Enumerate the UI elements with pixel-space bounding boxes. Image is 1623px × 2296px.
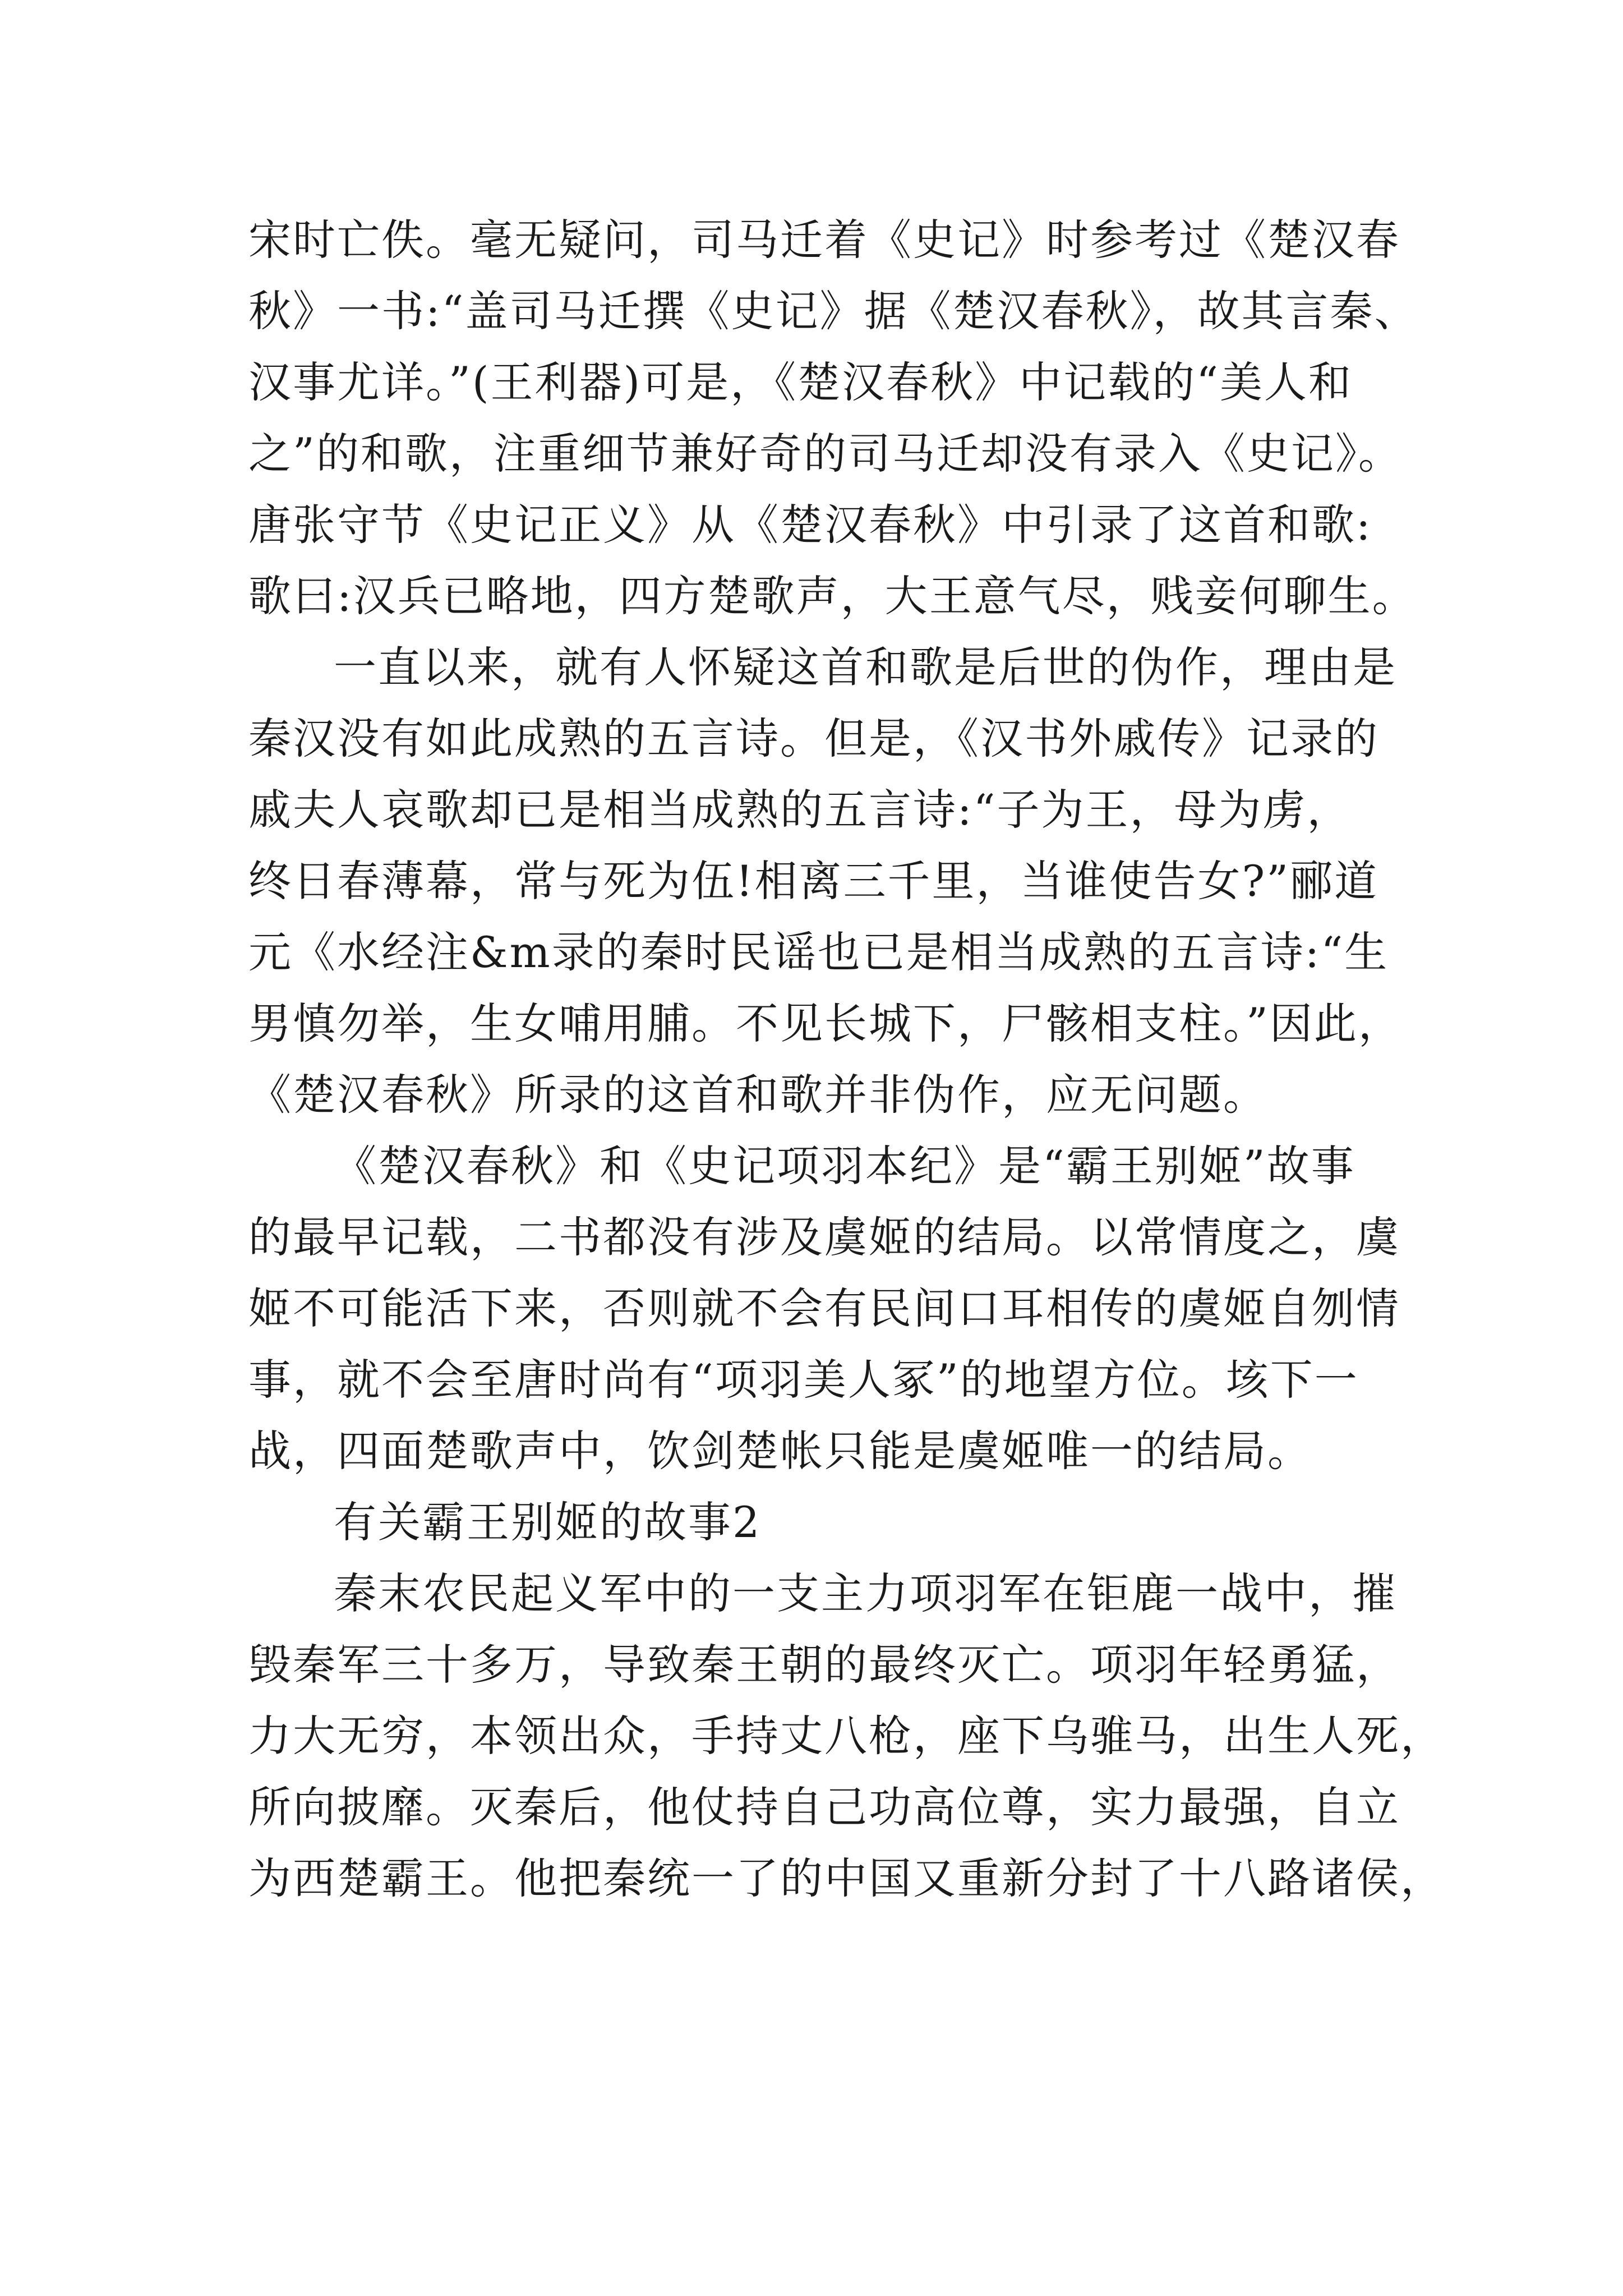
text-line: 力大无穷，本领出众，手持丈八枪，座下乌骓马，出生人死，	[248, 1711, 1445, 1761]
text-line: 唐张守节《史记正义》从《楚汉春秋》中引录了这首和歌:	[248, 500, 1372, 550]
text-line: 戚夫人哀歌却已是相当成熟的五言诗:“子为王，母为虏，	[248, 785, 1352, 835]
text-line: 宋时亡佚。毫无疑问，司马迁着《史记》时参考过《楚汉春	[248, 215, 1400, 265]
paragraph-first-line: 《楚汉春秋》和《史记项羽本纪》是“霸王别姬”故事	[334, 1141, 1355, 1191]
text-line: 汉事尤详。”(王利器)可是，《楚汉春秋》中记载的“美人和	[248, 357, 1353, 407]
text-line: 《楚汉春秋》所录的这首和歌并非伪作，应无问题。	[248, 1070, 1267, 1120]
paragraph-first-line: 秦末农民起义军中的一支主力项羽军在钜鹿一战中，摧	[334, 1568, 1397, 1618]
text-line: 战，四面楚歌声中，饮剑楚帐只能是虞姬唯一的结局。	[248, 1426, 1312, 1476]
text-line: 姬不可能活下来，否则就不会有民间口耳相传的虞姬自刎情	[248, 1283, 1400, 1333]
text-line: 的最早记载，二书都没有涉及虞姬的结局。以常情度之，虞	[248, 1212, 1400, 1262]
text-line: 元《水经注&m录的秦时民谣也已是相当成熟的五言诗:“生	[248, 927, 1389, 977]
body-text	[248, 215, 1482, 1929]
text-line: 秋》一书:“盖司马迁撰《史记》据《楚汉春秋》，故其言秦、	[248, 286, 1419, 336]
text-line: 所向披靡。灭秦后，他仗持自己功高位尊，实力最强，自立	[248, 1782, 1400, 1832]
text-line: 毁秦军三十多万，导致秦王朝的最终灭亡。项羽年轻勇猛，	[248, 1640, 1400, 1690]
text-line: 男慎勿举，生女哺用脯。不见长城下，尸骸相支柱。”因此，	[248, 999, 1403, 1048]
paragraph-first-line: 一直以来，就有人怀疑这首和歌是后世的伪作，理由是	[334, 642, 1397, 692]
text-line: 之”的和歌，注重细节兼好奇的司马迁却没有录入《史记》。	[248, 429, 1403, 478]
text-line: 歌曰:汉兵已略地，四方楚歌声，大王意气尽，贱妾何聊生。	[248, 571, 1417, 621]
text-line: 事，就不会至唐时尚有“项羽美人冢”的地望方位。垓下一	[248, 1355, 1359, 1405]
text-line: 为西楚霸王。他把秦统一了的中国又重新分封了十八路诸侯，	[248, 1853, 1445, 1903]
text-line: 秦汉没有如此成熟的五言诗。但是，《汉书外戚传》记录的	[248, 714, 1379, 763]
text-line: 终日春薄幕，常与死为伍!相离三千里，当谁使告女?”郦道	[248, 856, 1379, 906]
section-heading: 有关霸王别姬的故事2	[334, 1497, 762, 1547]
